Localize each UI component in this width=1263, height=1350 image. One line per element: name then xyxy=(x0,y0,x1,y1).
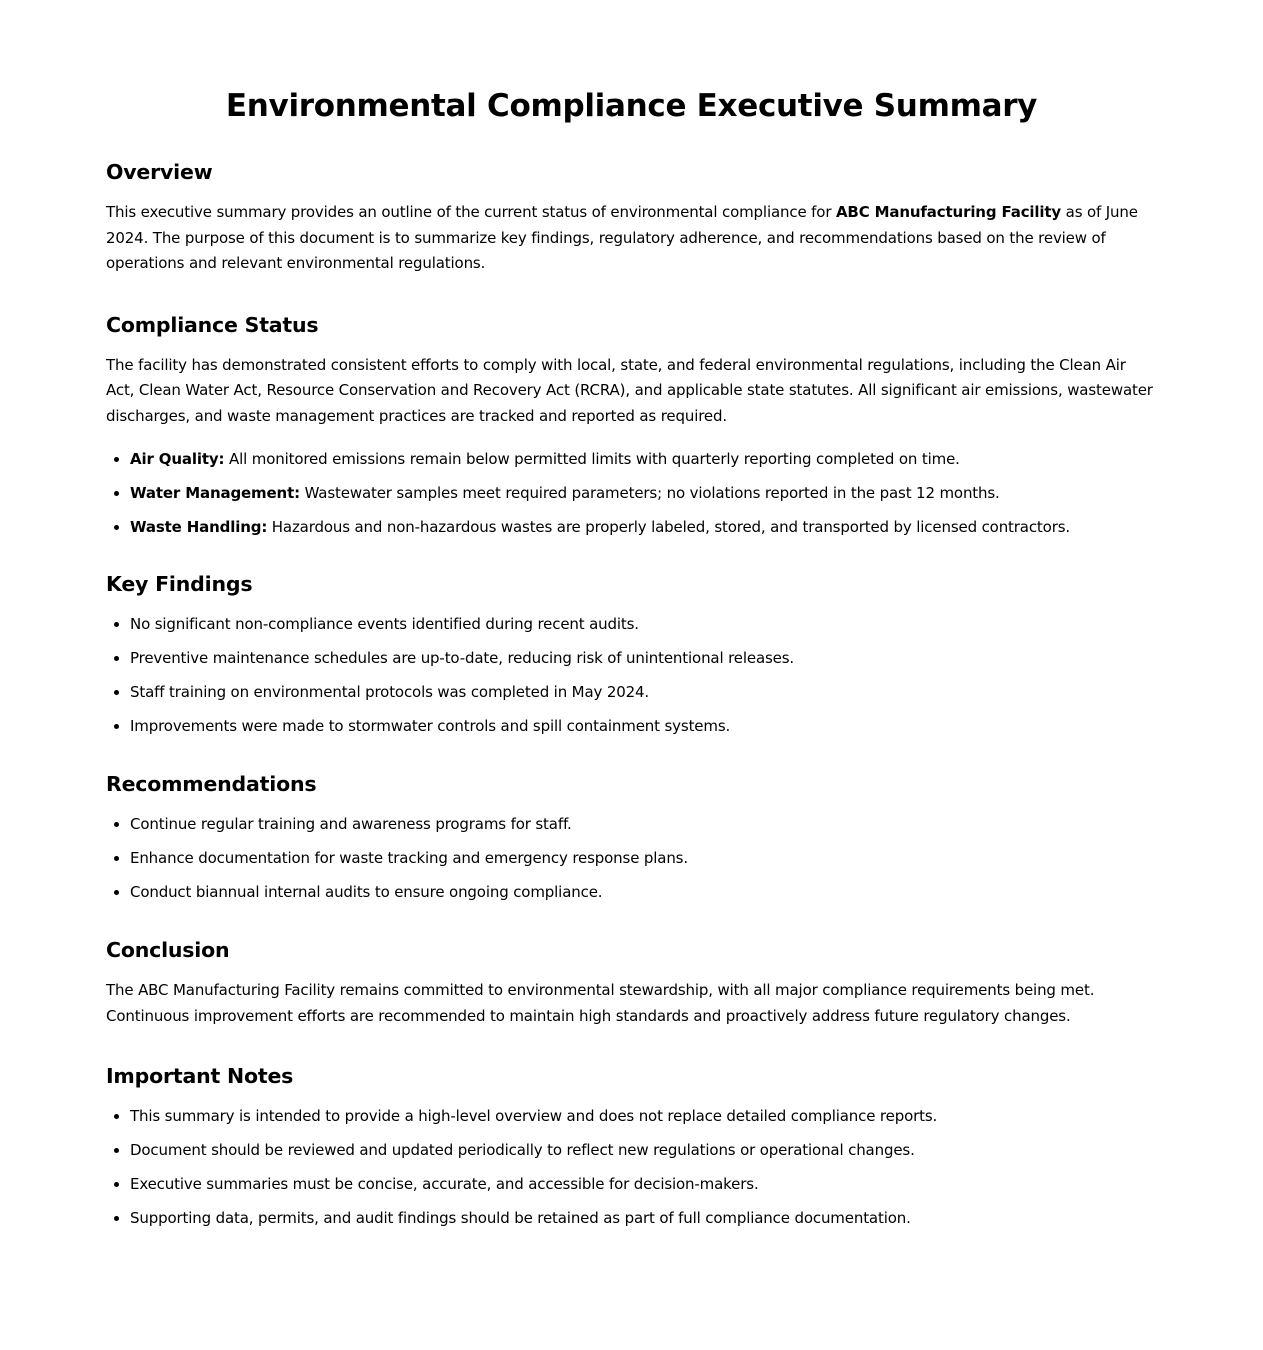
list-item xyxy=(130,448,1157,470)
key-findings-heading: Key Findings xyxy=(106,572,253,596)
recommendations-section xyxy=(106,770,1157,903)
list-item: • Enhance documentation for waste tracking and emergency response plans. xyxy=(130,847,1157,869)
list-item: • Document should be reviewed and updated periodically to reflect new regulations or operational changes. xyxy=(130,1139,1157,1161)
overview-heading: Overview xyxy=(106,160,213,184)
overview-text-before: This executive summary provides an outline of the current status of environmental compliance for xyxy=(106,203,836,221)
list-item: • Supporting data, permits, and audit findings should be retained as part of full compliance documentation. xyxy=(130,1207,1157,1229)
list-item: • Continue regular training and awareness programs for staff. xyxy=(130,813,1157,835)
list-item-text: Hazardous and non-hazardous wastes are properly labeled, stored, and transported by licensed contractors. xyxy=(267,518,1070,536)
compliance-status-section xyxy=(106,311,1157,539)
list-item-text: All monitored emissions remain below permitted limits with quarterly reporting completed on time. xyxy=(224,450,960,468)
important-notes-heading: Important Notes xyxy=(106,1064,294,1088)
compliance-status-paragraph: The facility has demonstrated consistent efforts to comply with local, state, and federal environmental regulations, including the Clean Air Act, Clean Water Act, Resource Conservation and Recovery Act (RCRA), and applicable state statutes. All significant air emissions, wastewater discharges, and waste management practices are tracked and reported as required. xyxy=(106,355,1153,425)
list-item-text: Wastewater samples meet required parameters; no violations reported in the past 12 months. xyxy=(299,484,1000,502)
page-title: Environmental Compliance Executive Summary xyxy=(225,88,1038,124)
recommendations-heading: Recommendations xyxy=(106,772,317,796)
list-item: • Conduct biannual internal audits to ensure ongoing compliance. xyxy=(130,881,1157,903)
recommendations-list xyxy=(106,813,1157,903)
important-notes-section xyxy=(106,1062,1157,1229)
list-item-label: Water Management: xyxy=(130,484,300,502)
conclusion-paragraph: The ABC Manufacturing Facility remains committed to environmental stewardship, with all major compliance requirements being met. Continuous improvement efforts are recommended to maintain high standards and proactively address future regulatory changes. xyxy=(106,981,1095,1025)
list-item: • Executive summaries must be concise, accurate, and accessible for decision-makers. xyxy=(130,1173,1157,1195)
list-item: • No significant non-compliance events identified during recent audits. xyxy=(130,613,1157,635)
important-notes-list xyxy=(106,1105,1157,1229)
list-item-label: Waste Handling: xyxy=(130,518,268,536)
list-item xyxy=(130,516,1157,538)
key-findings-section xyxy=(106,570,1157,737)
overview-section xyxy=(106,158,1157,277)
key-findings-list xyxy=(106,613,1157,737)
list-item: • Improvements were made to stormwater controls and spill containment systems. xyxy=(130,715,1157,737)
conclusion-heading: Conclusion xyxy=(106,938,230,962)
list-item xyxy=(130,482,1157,504)
list-item: • Preventive maintenance schedules are up-to-date, reducing risk of unintentional releases. xyxy=(130,647,1157,669)
compliance-status-heading: Compliance Status xyxy=(106,312,319,337)
list-item: • This summary is intended to provide a high-level overview and does not replace detailed compliance reports. xyxy=(130,1105,1157,1127)
overview-text-after: as of June 2024. The purpose of this document is to summarize key findings, regulatory adherence, and recommendations based on the review of operations and relevant environmental regulations. xyxy=(106,203,1138,272)
list-item-label: Air Quality: xyxy=(130,450,225,468)
conclusion-section xyxy=(106,936,1157,1029)
facility-name: ABC Manufacturing Facility xyxy=(835,203,1062,221)
overview-paragraph xyxy=(106,200,1157,277)
list-item: • Staff training on environmental protocols was completed in May 2024. xyxy=(130,681,1157,703)
compliance-status-list xyxy=(106,448,1157,538)
